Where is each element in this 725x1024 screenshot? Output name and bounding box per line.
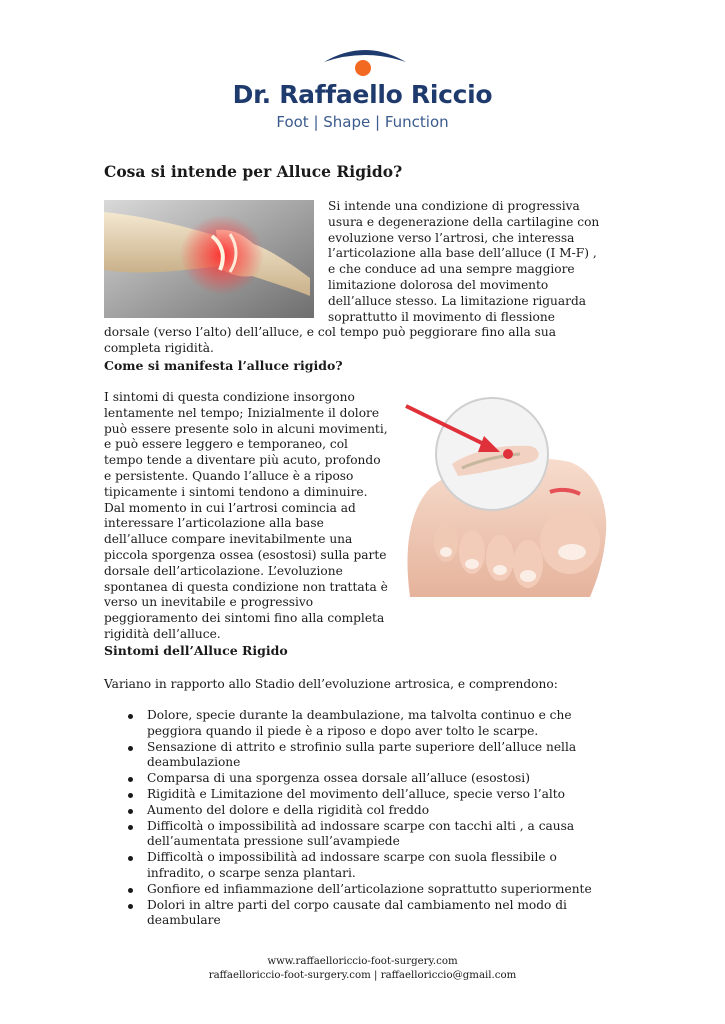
manifest-text: I sintomi di questa condizione insorgono lentamente nel tempo; Inizialmente il dolore può essere presente solo in alcuni movimenti, e può essere leggero e temporaneo, col tempo tende a diventare più acuto, profondo e persistente. Quando l’alluce è a riposo tipicamente i sintomi tendono a diminuire. Dal momento in cui l’artrosi comincia ad interessare l’articolazione alla base dell’alluce compare inevitabilmente una piccola sporgenza ossea (esostosi) sulla parte dorsale dell’articolazione. L’evoluzione spontanea di questa condizione non trattata è verso un inevitabile e progressivo peggioramento dei sintomi fino alla completa rigidità dell’alluce. xyxy=(104,390,388,641)
page-footer xyxy=(0,955,725,983)
list-item: Comparsa di una sporgenza ossea dorsale all’alluce (esostosi) xyxy=(104,771,604,787)
section-heading-symptoms: Sintomi dell’Alluce Rigido xyxy=(104,643,288,658)
toe-joint-illustration-icon xyxy=(104,200,314,318)
logo-mark-icon xyxy=(320,42,410,78)
symptoms-lead: Variano in rapporto allo Stadio dell’evoluzione artrosica, e comprendono: xyxy=(104,677,558,691)
brand-tagline: Foot | Shape | Function xyxy=(276,113,449,131)
list-item: Sensazione di attrito e strofinio sulla parte superiore dell’alluce nella deambulazione xyxy=(104,740,604,772)
list-item: Aumento del dolore e della rigidità col freddo xyxy=(104,803,604,819)
footer-website: www.raffaelloriccio-foot-surgery.com xyxy=(267,956,458,967)
list-item: Gonfiore ed infiammazione dell’articolazione soprattutto superiormente xyxy=(104,882,604,898)
page-title: Cosa si intende per Alluce Rigido? xyxy=(104,162,403,181)
list-item: Difficoltà o impossibilità ad indossare scarpe con tacchi alti , a causa dell’aumentata pressione sull’avampiede xyxy=(104,819,604,851)
list-item: Dolore, specie durante la deambulazione, ma talvolta continuo e che peggiora quando il piede è a riposo e dopo aver tolto le scarpe. xyxy=(104,708,604,740)
list-item: Dolori in altre parti del corpo causate dal cambiamento nel modo di deambulare xyxy=(104,898,604,930)
foot-illustration-icon xyxy=(400,392,610,597)
list-item: Rigidità e Limitazione del movimento dell’alluce, specie verso l’alto xyxy=(104,787,604,803)
brand-name: Dr. Raffaello Riccio xyxy=(232,80,493,109)
intro-text: Si intende una condizione di progressiva usura e degenerazione della cartilagine con evoluzione verso l’artrosi, che interessa l’articolazione alla base dell’alluce (I M-F) , e che conduce ad una sempre maggiore limitazione dolorosa del movimento dell’alluce stesso. La limitazione riguarda soprattutto il movimento di flessione dorsale (verso l’alto) dell’alluce, e col tempo può peggiorare fino alla sua completa rigidità. xyxy=(104,199,600,356)
logo xyxy=(0,36,725,136)
symptoms-list xyxy=(104,708,604,929)
section-heading-manifest: Come si manifesta l’alluce rigido? xyxy=(104,358,343,373)
list-item: Difficoltà o impossibilità ad indossare scarpe con suola flessibile o infradito, o scarpe senza plantari. xyxy=(104,850,604,882)
footer-contacts: raffaelloriccio-foot-surgery.com | raffaelloriccio@gmail.com xyxy=(208,970,517,981)
intro-block xyxy=(104,199,604,357)
